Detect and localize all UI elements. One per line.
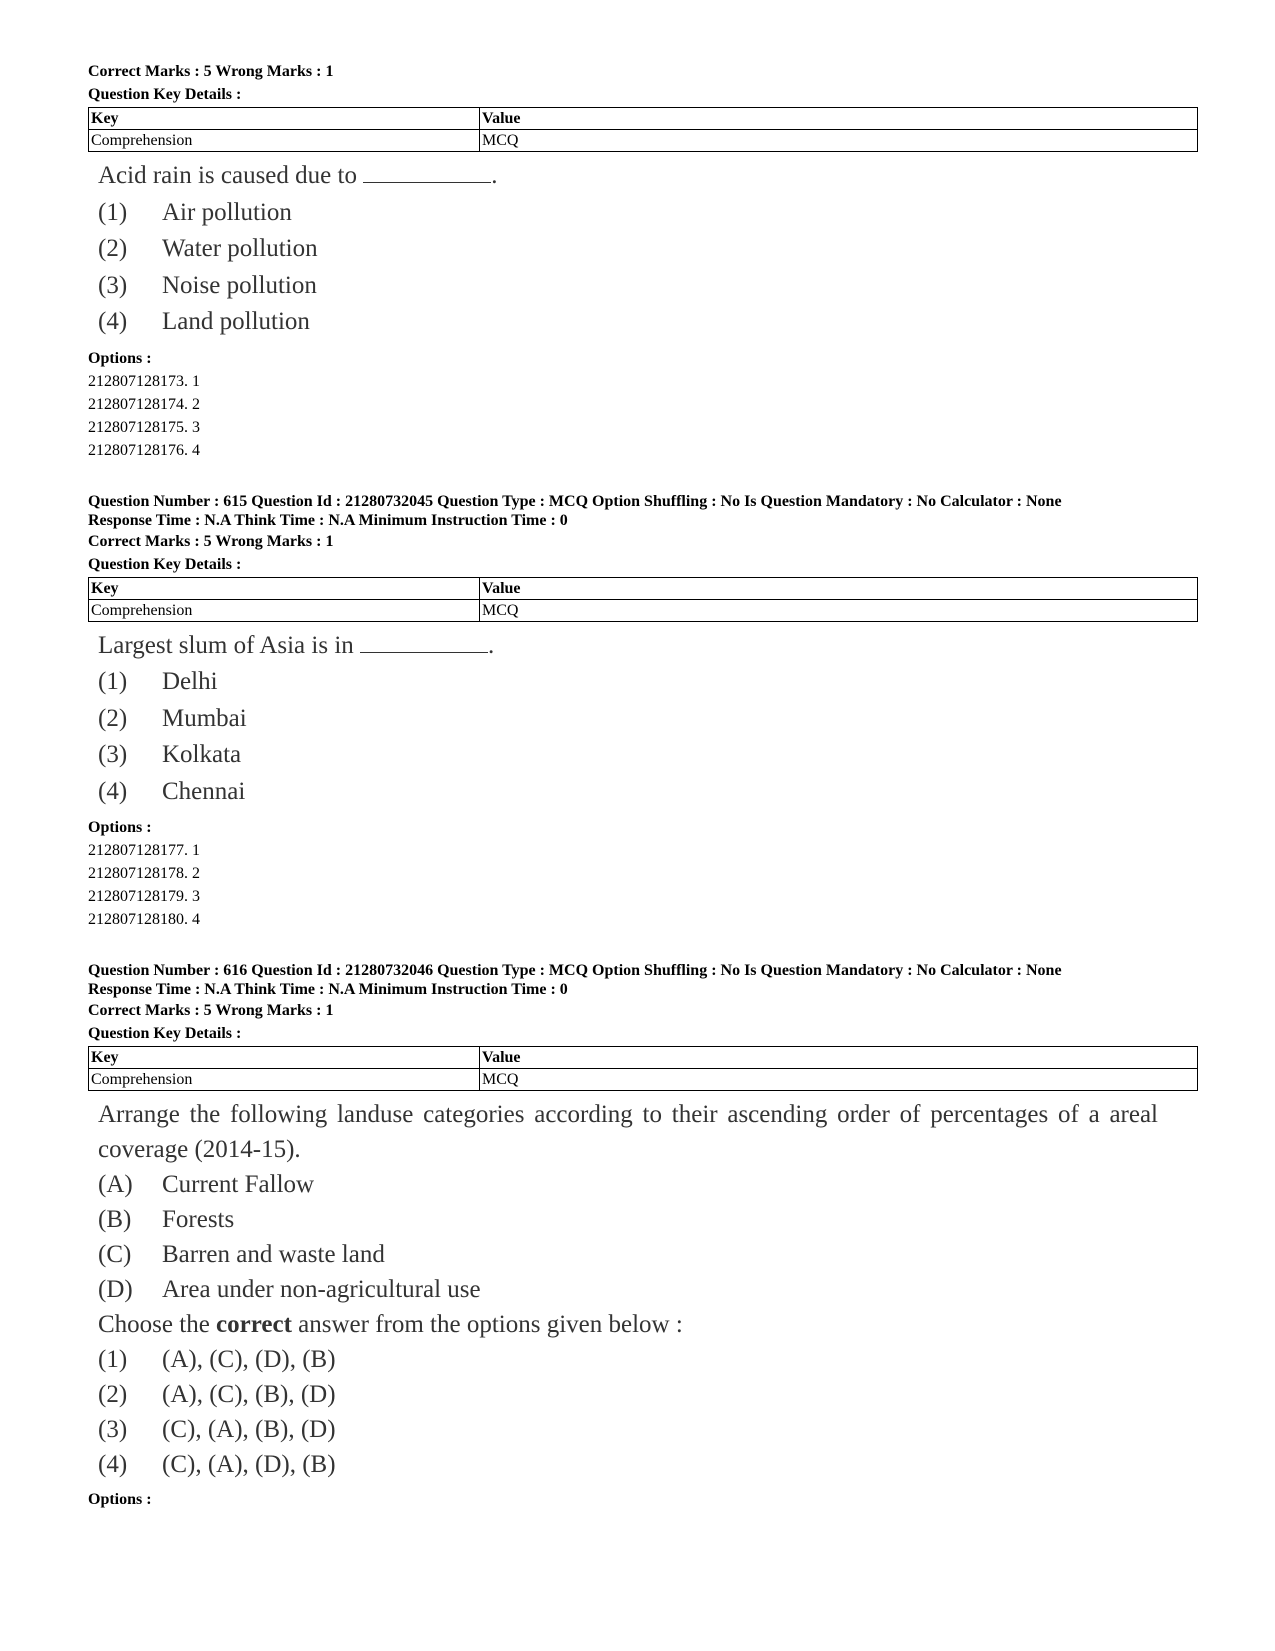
table-header-row [89, 577, 1198, 599]
key-cell: Comprehension [89, 1069, 480, 1091]
answer-blank [363, 162, 491, 183]
value-cell: MCQ [480, 599, 1198, 621]
key-details-label: Question Key Details : [88, 1025, 242, 1042]
exam-page [88, 60, 1198, 1511]
question-meta-line: Response Time : N.A Think Time : N.A Minimum Instruction Time : 0 [88, 981, 568, 998]
question-content [88, 158, 1198, 341]
key-details-label: Question Key Details : [88, 86, 242, 103]
question-stem: Acid rain is caused due to . [98, 162, 498, 189]
option-item: (1) Air pollution [98, 198, 292, 226]
key-cell: Comprehension [89, 130, 480, 152]
spacer [88, 931, 1198, 961]
table-header-row [89, 1047, 1198, 1069]
key-details-table [88, 577, 1198, 622]
question-block-614 [88, 60, 1198, 462]
options-label: Options : [88, 819, 152, 836]
option-item: (4) (C), (A), (D), (B) [98, 1451, 336, 1478]
option-id: 212807128179. 3 [88, 888, 200, 905]
key-header: Key [89, 1047, 480, 1069]
option-item: (2) Mumbai [98, 704, 247, 732]
question-block-616 [88, 961, 1198, 1511]
question-instruction: Choose the correct answer from the options given below : [98, 1311, 683, 1338]
value-header: Value [480, 577, 1198, 599]
marks-line: Correct Marks : 5 Wrong Marks : 1 [88, 532, 334, 550]
answer-blank [360, 632, 488, 653]
table-row [89, 599, 1198, 621]
option-item: (3) Noise pollution [98, 271, 317, 299]
question-block-615 [88, 492, 1198, 932]
value-cell: MCQ [480, 1069, 1198, 1091]
question-meta-line: Question Number : 615 Question Id : 21280732045 Question Type : MCQ Option Shuffling : No Is Question Mandatory : No Calculator : None [88, 492, 1062, 510]
option-id: 212807128174. 2 [88, 395, 200, 413]
option-id: 212807128180. 4 [88, 911, 200, 928]
option-id: 212807128173. 1 [88, 372, 200, 390]
question-stem: Arrange the following landuse categories according to their ascending order of percentages of a areal coverage (2014-15). [98, 1101, 1158, 1163]
value-header: Value [480, 108, 1198, 130]
option-item: (1) (A), (C), (D), (B) [98, 1346, 336, 1373]
list-item: (A) Current Fallow [98, 1171, 315, 1198]
question-content [88, 628, 1198, 811]
marks-line: Correct Marks : 5 Wrong Marks : 1 [88, 1002, 334, 1019]
key-cell: Comprehension [89, 599, 480, 621]
question-stem: Largest slum of Asia is in . [98, 631, 495, 659]
option-item: (3) Kolkata [98, 741, 242, 768]
question-meta-line: Question Number : 616 Question Id : 21280732046 Question Type : MCQ Option Shuffling : No Is Question Mandatory : No Calculator : None [88, 962, 1062, 979]
question-content [88, 1097, 1198, 1482]
table-header-row [89, 108, 1198, 130]
option-id: 212807128178. 2 [88, 865, 200, 882]
option-item: (2) Water pollution [98, 235, 318, 262]
value-header: Value [480, 1047, 1198, 1069]
option-id: 212807128177. 1 [88, 842, 200, 859]
key-details-label: Question Key Details : [88, 555, 242, 573]
key-header: Key [89, 577, 480, 599]
spacer [88, 462, 1198, 492]
key-details-table [88, 1046, 1198, 1091]
key-details-table [88, 107, 1198, 152]
options-label: Options : [88, 1491, 152, 1508]
marks-line: Correct Marks : 5 Wrong Marks : 1 [88, 63, 334, 80]
option-item: (2) (A), (C), (B), (D) [98, 1381, 336, 1408]
value-cell: MCQ [480, 130, 1198, 152]
option-id: 212807128176. 4 [88, 441, 200, 459]
list-item: (C) Barren and waste land [98, 1241, 385, 1268]
key-header: Key [89, 108, 480, 130]
list-item: (B) Forests [98, 1206, 235, 1233]
option-item: (4) Land pollution [98, 308, 310, 335]
option-item: (1) Delhi [98, 668, 218, 695]
option-item: (4) Chennai [98, 777, 246, 805]
table-row [89, 130, 1198, 152]
option-item: (3) (C), (A), (B), (D) [98, 1416, 336, 1443]
options-label: Options : [88, 349, 152, 367]
table-row [89, 1069, 1198, 1091]
list-item: (D) Area under non-agricultural use [98, 1276, 481, 1303]
question-meta-line: Response Time : N.A Think Time : N.A Minimum Instruction Time : 0 [88, 511, 568, 529]
option-id: 212807128175. 3 [88, 418, 200, 436]
